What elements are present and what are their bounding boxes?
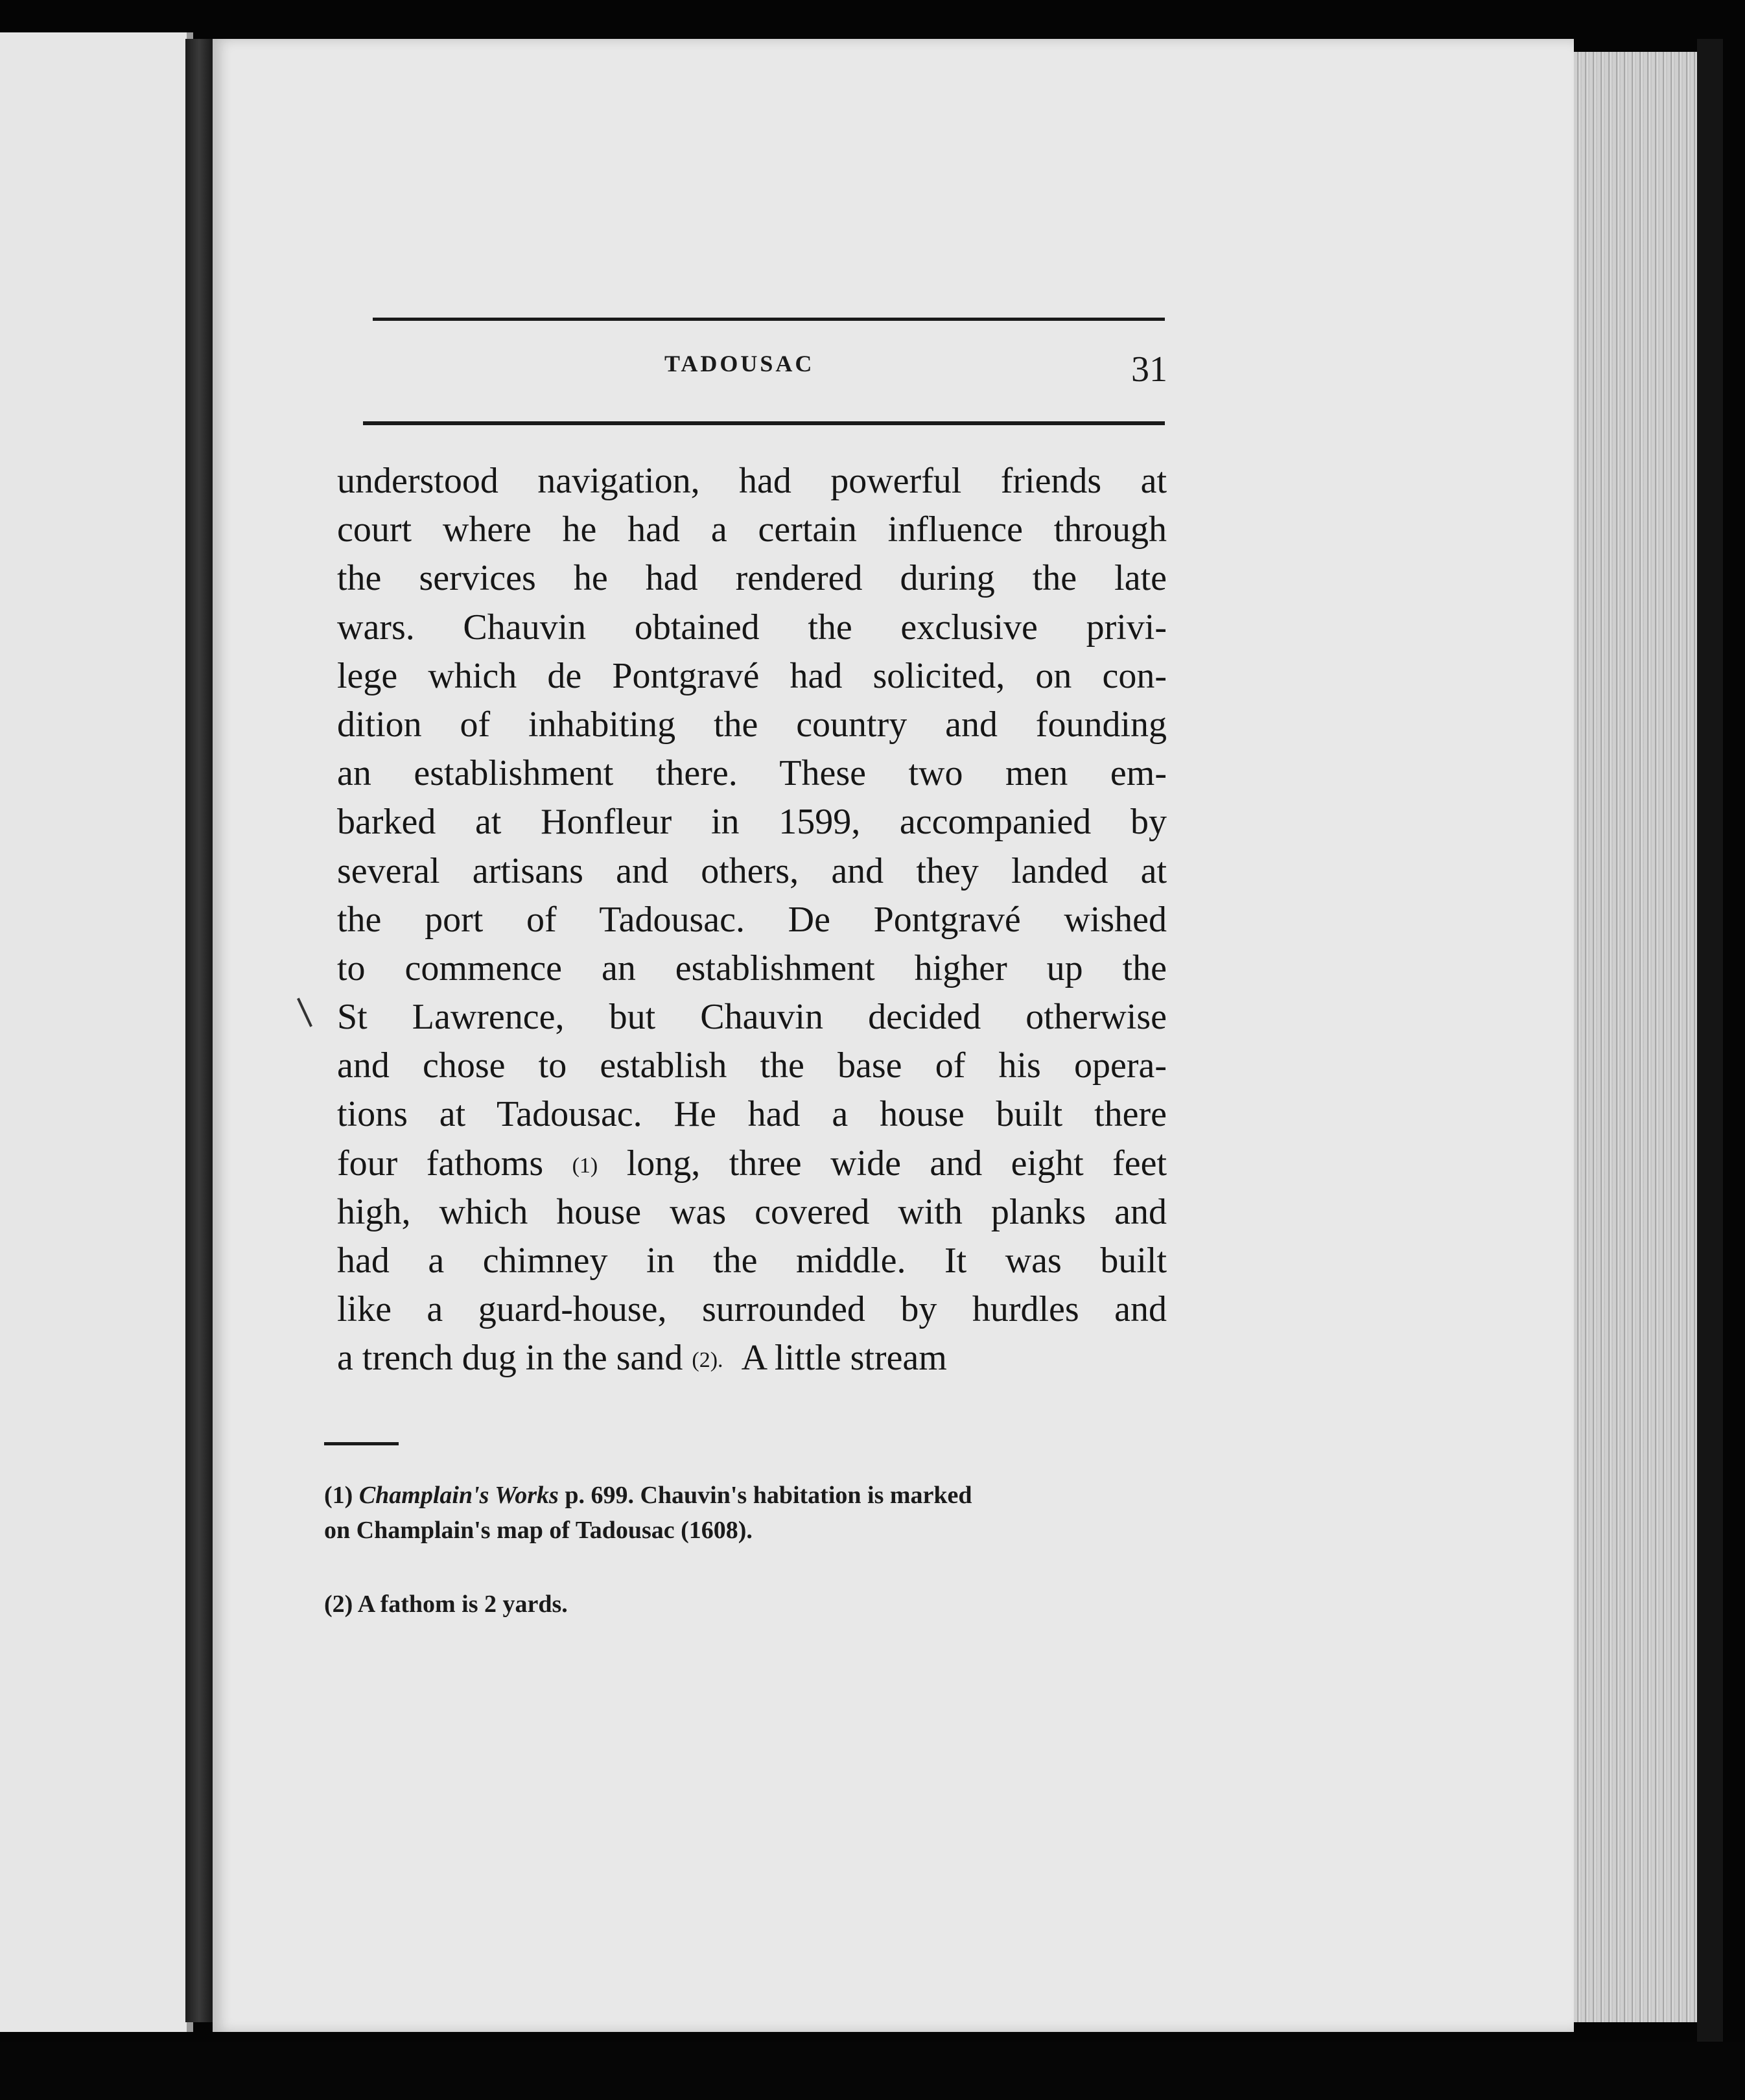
- footnote-2: [324, 1587, 1134, 1622]
- footnote-1-continued: on Champlain's map of Tadousac (1608).: [324, 1517, 753, 1544]
- text-line: like a guard-house, surrounded by hurdles and: [337, 1289, 1167, 1330]
- text-line: the services he had rendered during the late: [337, 558, 1167, 599]
- body-text: [337, 457, 1167, 1383]
- footnote-text: A fathom is 2 yards.: [357, 1591, 568, 1618]
- text-segment: a trench dug in the sand: [337, 1338, 683, 1379]
- previous-page-edge: [0, 32, 193, 2032]
- text-segment: A little stream: [741, 1338, 947, 1379]
- text-line: lege which de Pontgravé had solicited, on con-: [337, 655, 1167, 696]
- footnotes: [324, 1478, 1134, 1622]
- page-number: 31: [1131, 349, 1167, 390]
- footnote-reference: (1): [572, 1153, 598, 1178]
- footnote-text: p. 699. Chauvin's habitation is marked: [565, 1482, 972, 1509]
- text-line: barked at Honfleur in 1599, accompanied by: [337, 802, 1167, 843]
- text-line: understood navigation, had powerful friends at: [337, 461, 1167, 501]
- text-line: wars. Chauvin obtained the exclusive privi-: [337, 607, 1167, 648]
- text-line: court where he had a certain influence through: [337, 509, 1167, 550]
- text-segment: four fathoms: [337, 1143, 544, 1184]
- text-line: several artisans and others, and they landed at: [337, 850, 1167, 891]
- header-bottom-rule: [363, 421, 1165, 425]
- text-segment: long, three wide and eight feet: [626, 1143, 1167, 1184]
- footnote-separator: [324, 1442, 399, 1445]
- text-line: had a chimney in the middle. It was built: [337, 1241, 1167, 1281]
- text-line: high, which house was covered with planks and: [337, 1191, 1167, 1232]
- book-binding: [185, 39, 213, 2022]
- footnote-marker: (2): [324, 1591, 353, 1618]
- scan-background: [0, 2042, 1745, 2100]
- footnote-1: [324, 1478, 1134, 1513]
- text-line: to commence an establishment higher up the: [337, 948, 1167, 988]
- footnote-reference: (2).: [692, 1348, 723, 1373]
- page-edges: [1574, 52, 1697, 2022]
- running-title: TADOUSAC: [664, 351, 815, 377]
- footnote-citation-title: Champlain's Works: [358, 1482, 559, 1509]
- text-line: an establishment there. These two men em-: [337, 753, 1167, 794]
- text-line: and chose to establish the base of his opera-: [337, 1045, 1167, 1086]
- text-line-with-footnote-ref: [337, 1139, 1167, 1188]
- text-line-with-footnote-ref: [337, 1334, 1167, 1382]
- footnote-marker: (1): [324, 1482, 353, 1509]
- text-line: dition of inhabiting the country and founding: [337, 704, 1167, 745]
- header-top-rule: [373, 318, 1165, 321]
- book-cover-edge: [1697, 39, 1723, 2048]
- text-line: tions at Tadousac. He had a house built there: [337, 1094, 1167, 1135]
- text-line: St Lawrence, but Chauvin decided otherwise: [337, 997, 1167, 1038]
- text-line: the port of Tadousac. De Pontgravé wished: [337, 899, 1167, 940]
